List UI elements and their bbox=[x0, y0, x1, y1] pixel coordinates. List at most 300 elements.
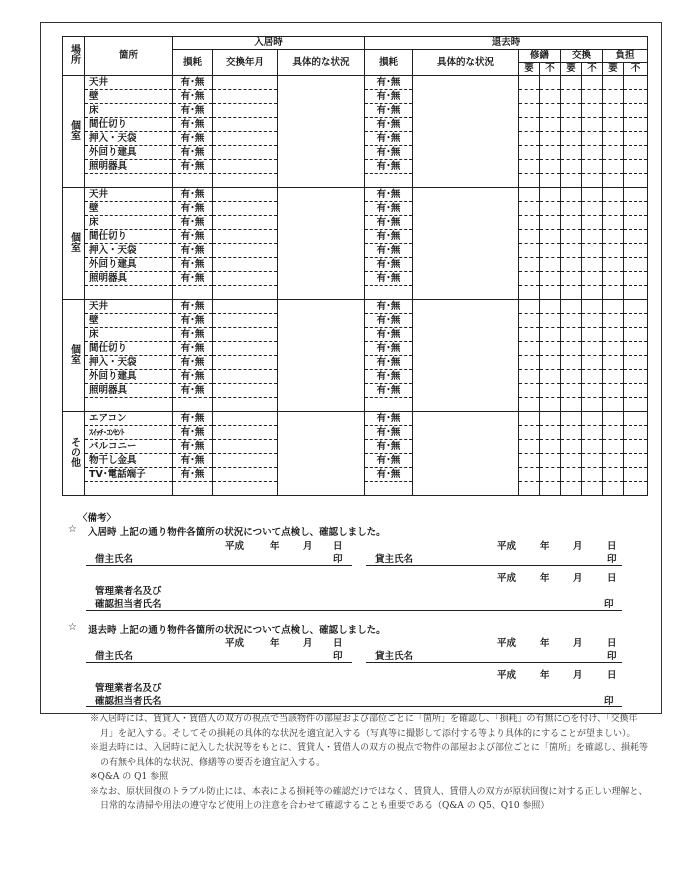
repair-no-box[interactable] bbox=[540, 104, 561, 118]
replace-no-box[interactable] bbox=[582, 76, 603, 90]
repair-yes-box[interactable] bbox=[519, 440, 540, 454]
replace-no-box[interactable] bbox=[582, 300, 603, 314]
replace-date-field[interactable] bbox=[213, 90, 278, 104]
replace-no-box[interactable] bbox=[582, 272, 603, 286]
burden-no-box[interactable] bbox=[624, 188, 648, 202]
move-in-wear-choice[interactable]: 有･無 bbox=[173, 244, 213, 258]
replace-date-field[interactable] bbox=[213, 146, 278, 160]
replace-date-field[interactable] bbox=[213, 300, 278, 314]
move-out-wear-choice[interactable]: 有･無 bbox=[365, 314, 413, 328]
replace-date-field[interactable] bbox=[213, 342, 278, 356]
item-name: 外回り建具 bbox=[85, 258, 173, 272]
move-out-wear-choice[interactable]: 有･無 bbox=[365, 118, 413, 132]
burden-no-box[interactable] bbox=[624, 174, 648, 188]
burden-yes-box[interactable] bbox=[603, 272, 624, 286]
replace-no-box[interactable] bbox=[582, 314, 603, 328]
burden-yes-box[interactable] bbox=[603, 202, 624, 216]
burden-no-box[interactable] bbox=[624, 160, 648, 174]
burden-no-box[interactable] bbox=[624, 216, 648, 230]
repair-yes-box[interactable] bbox=[519, 160, 540, 174]
replace-yes-box[interactable] bbox=[561, 132, 582, 146]
replace-yes-box[interactable] bbox=[561, 188, 582, 202]
move-in-wear-choice[interactable]: 有･無 bbox=[173, 342, 213, 356]
repair-no-box[interactable] bbox=[540, 216, 561, 230]
move-in-wear-choice[interactable]: 有･無 bbox=[173, 328, 213, 342]
replace-yes-box[interactable] bbox=[561, 398, 582, 412]
move-in-wear-choice[interactable]: 有･無 bbox=[173, 90, 213, 104]
replace-date-field[interactable] bbox=[213, 314, 278, 328]
burden-no-box[interactable] bbox=[624, 314, 648, 328]
burden-no-box[interactable] bbox=[624, 272, 648, 286]
item-name: 押入・天袋 bbox=[85, 356, 173, 370]
burden-no-box[interactable] bbox=[624, 454, 648, 468]
header-replace-yes: 要 bbox=[561, 63, 582, 76]
replace-no-box[interactable] bbox=[582, 118, 603, 132]
replace-no-box[interactable] bbox=[582, 216, 603, 230]
replace-date-field[interactable] bbox=[213, 398, 278, 412]
replace-yes-box[interactable] bbox=[561, 328, 582, 342]
move-out-wear-choice[interactable]: 有･無 bbox=[365, 160, 413, 174]
item-name: 間仕切り bbox=[85, 230, 173, 244]
repair-no-box[interactable] bbox=[540, 132, 561, 146]
burden-yes-box[interactable] bbox=[603, 342, 624, 356]
replace-yes-box[interactable] bbox=[561, 314, 582, 328]
repair-no-box[interactable] bbox=[540, 384, 561, 398]
burden-no-box[interactable] bbox=[624, 356, 648, 370]
repair-yes-box[interactable] bbox=[519, 384, 540, 398]
replace-date-field[interactable] bbox=[213, 426, 278, 440]
replace-no-box[interactable] bbox=[582, 160, 603, 174]
repair-no-box[interactable] bbox=[540, 258, 561, 272]
burden-yes-box[interactable] bbox=[603, 398, 624, 412]
replace-yes-box[interactable] bbox=[561, 300, 582, 314]
burden-yes-box[interactable] bbox=[603, 426, 624, 440]
repair-yes-box[interactable] bbox=[519, 426, 540, 440]
burden-yes-box[interactable] bbox=[603, 440, 624, 454]
move-in-wear-choice[interactable]: 有･無 bbox=[173, 370, 213, 384]
move-out-wear-choice[interactable]: 有･無 bbox=[365, 328, 413, 342]
replace-yes-box[interactable] bbox=[561, 426, 582, 440]
replace-date-field[interactable] bbox=[213, 356, 278, 370]
burden-yes-box[interactable] bbox=[603, 146, 624, 160]
repair-yes-box[interactable] bbox=[519, 468, 540, 482]
replace-no-box[interactable] bbox=[582, 370, 603, 384]
replace-yes-box[interactable] bbox=[561, 258, 582, 272]
burden-yes-box[interactable] bbox=[603, 300, 624, 314]
repair-no-box[interactable] bbox=[540, 188, 561, 202]
burden-no-box[interactable] bbox=[624, 426, 648, 440]
move-in-wear-choice[interactable]: 有･無 bbox=[173, 230, 213, 244]
move-out-wear-choice[interactable]: 有･無 bbox=[365, 370, 413, 384]
move-out-wear-choice[interactable]: 有･無 bbox=[365, 342, 413, 356]
repair-no-box[interactable] bbox=[540, 454, 561, 468]
replace-yes-box[interactable] bbox=[561, 90, 582, 104]
replace-date-field[interactable] bbox=[213, 202, 278, 216]
burden-no-box[interactable] bbox=[624, 440, 648, 454]
header-repair-no: 不 bbox=[540, 63, 561, 76]
item-name: 天井 bbox=[85, 76, 173, 90]
repair-yes-box[interactable] bbox=[519, 76, 540, 90]
move-out-tenant-year: 年 bbox=[270, 638, 280, 649]
replace-yes-box[interactable] bbox=[561, 468, 582, 482]
replace-no-box[interactable] bbox=[582, 454, 603, 468]
burden-yes-box[interactable] bbox=[603, 216, 624, 230]
replace-date-field[interactable] bbox=[213, 286, 278, 300]
move-out-wear-choice[interactable]: 有･無 bbox=[365, 244, 413, 258]
repair-yes-box[interactable] bbox=[519, 314, 540, 328]
repair-yes-box[interactable] bbox=[519, 356, 540, 370]
move-out-wear-choice[interactable]: 有･無 bbox=[365, 258, 413, 272]
burden-no-box[interactable] bbox=[624, 482, 648, 496]
replace-yes-box[interactable] bbox=[561, 216, 582, 230]
move-in-wear-choice[interactable]: 有･無 bbox=[173, 468, 213, 482]
repair-yes-box[interactable] bbox=[519, 328, 540, 342]
burden-no-box[interactable] bbox=[624, 76, 648, 90]
repair-no-box[interactable] bbox=[540, 90, 561, 104]
repair-yes-box[interactable] bbox=[519, 286, 540, 300]
replace-no-box[interactable] bbox=[582, 174, 603, 188]
repair-no-box[interactable] bbox=[540, 314, 561, 328]
move-out-tenant-seal: 印 bbox=[333, 651, 343, 662]
replace-yes-box[interactable] bbox=[561, 104, 582, 118]
replace-date-field[interactable] bbox=[213, 188, 278, 202]
burden-yes-box[interactable] bbox=[603, 174, 624, 188]
move-out-wear-choice[interactable]: 有･無 bbox=[365, 202, 413, 216]
burden-yes-box[interactable] bbox=[603, 90, 624, 104]
move-in-wear-choice[interactable]: 有･無 bbox=[173, 104, 213, 118]
move-in-condition-field[interactable] bbox=[278, 76, 365, 188]
repair-no-box[interactable] bbox=[540, 328, 561, 342]
replace-no-box[interactable] bbox=[582, 440, 603, 454]
replace-yes-box[interactable] bbox=[561, 272, 582, 286]
repair-yes-box[interactable] bbox=[519, 216, 540, 230]
replace-yes-box[interactable] bbox=[561, 440, 582, 454]
burden-yes-box[interactable] bbox=[603, 118, 624, 132]
move-out-condition-field[interactable] bbox=[413, 300, 519, 412]
item-name: 照明器具 bbox=[85, 160, 173, 174]
burden-no-box[interactable] bbox=[624, 244, 648, 258]
burden-no-box[interactable] bbox=[624, 286, 648, 300]
replace-yes-box[interactable] bbox=[561, 202, 582, 216]
repair-no-box[interactable] bbox=[540, 174, 561, 188]
replace-date-field[interactable] bbox=[213, 230, 278, 244]
repair-no-box[interactable] bbox=[540, 370, 561, 384]
repair-no-box[interactable] bbox=[540, 342, 561, 356]
repair-no-box[interactable] bbox=[540, 146, 561, 160]
repair-no-box[interactable] bbox=[540, 202, 561, 216]
replace-yes-box[interactable] bbox=[561, 454, 582, 468]
replace-date-field[interactable] bbox=[213, 412, 278, 426]
move-in-wear-choice[interactable]: 有･無 bbox=[173, 258, 213, 272]
move-out-wear-choice[interactable]: 有･無 bbox=[365, 454, 413, 468]
replace-yes-box[interactable] bbox=[561, 342, 582, 356]
move-out-tenant-era: 平成 bbox=[225, 638, 245, 649]
replace-no-box[interactable] bbox=[582, 384, 603, 398]
burden-yes-box[interactable] bbox=[603, 482, 624, 496]
repair-no-box[interactable] bbox=[540, 412, 561, 426]
burden-no-box[interactable] bbox=[624, 132, 648, 146]
repair-no-box[interactable] bbox=[540, 160, 561, 174]
move-out-wear-choice[interactable]: 有･無 bbox=[365, 216, 413, 230]
replace-date-field[interactable] bbox=[213, 104, 278, 118]
move-out-wear-choice[interactable]: 有･無 bbox=[365, 468, 413, 482]
move-in-wear-choice[interactable]: 有･無 bbox=[173, 146, 213, 160]
move-in-wear-choice[interactable]: 有･無 bbox=[173, 454, 213, 468]
move-in-wear-choice[interactable]: 有･無 bbox=[173, 132, 213, 146]
move-in-condition-field[interactable] bbox=[278, 300, 365, 412]
burden-no-box[interactable] bbox=[624, 468, 648, 482]
move-out-wear-choice[interactable]: 有･無 bbox=[365, 230, 413, 244]
move-in-wear-choice[interactable]: 有･無 bbox=[173, 440, 213, 454]
repair-no-box[interactable] bbox=[540, 300, 561, 314]
repair-no-box[interactable] bbox=[540, 468, 561, 482]
replace-no-box[interactable] bbox=[582, 468, 603, 482]
move-in-condition-field[interactable] bbox=[278, 412, 365, 496]
replace-no-box[interactable] bbox=[582, 230, 603, 244]
repair-no-box[interactable] bbox=[540, 244, 561, 258]
repair-yes-box[interactable] bbox=[519, 258, 540, 272]
repair-yes-box[interactable] bbox=[519, 398, 540, 412]
replace-date-field[interactable] bbox=[213, 272, 278, 286]
replace-no-box[interactable] bbox=[582, 104, 603, 118]
move-out-wear-choice[interactable]: 有･無 bbox=[365, 146, 413, 160]
move-out-wear-choice[interactable]: 有･無 bbox=[365, 300, 413, 314]
burden-yes-box[interactable] bbox=[603, 328, 624, 342]
repair-yes-box[interactable] bbox=[519, 132, 540, 146]
move-out-wear-choice[interactable]: 有･無 bbox=[365, 104, 413, 118]
repair-no-box[interactable] bbox=[540, 356, 561, 370]
burden-no-box[interactable] bbox=[624, 328, 648, 342]
repair-yes-box[interactable] bbox=[519, 454, 540, 468]
repair-yes-box[interactable] bbox=[519, 146, 540, 160]
replace-yes-box[interactable] bbox=[561, 160, 582, 174]
move-in-wear-choice[interactable]: 有･無 bbox=[173, 216, 213, 230]
burden-yes-box[interactable] bbox=[603, 286, 624, 300]
move-in-wear-choice[interactable]: 有･無 bbox=[173, 356, 213, 370]
replace-date-field[interactable] bbox=[213, 160, 278, 174]
replace-date-field[interactable] bbox=[213, 440, 278, 454]
move-out-wear-choice[interactable]: 有･無 bbox=[365, 90, 413, 104]
repair-yes-box[interactable] bbox=[519, 244, 540, 258]
replace-yes-box[interactable] bbox=[561, 146, 582, 160]
move-out-manager-seal: 印 bbox=[604, 696, 614, 707]
replace-date-field[interactable] bbox=[213, 328, 278, 342]
burden-no-box[interactable] bbox=[624, 146, 648, 160]
replace-no-box[interactable] bbox=[582, 90, 603, 104]
move-out-wear-choice[interactable]: 有･無 bbox=[365, 356, 413, 370]
burden-no-box[interactable] bbox=[624, 412, 648, 426]
move-out-wear-choice[interactable]: 有･無 bbox=[365, 440, 413, 454]
header-move-in: 入居時 bbox=[173, 37, 365, 50]
replace-date-field[interactable] bbox=[213, 174, 278, 188]
repair-yes-box[interactable] bbox=[519, 104, 540, 118]
move-in-landlord-day: 日 bbox=[607, 541, 617, 552]
burden-yes-box[interactable] bbox=[603, 384, 624, 398]
repair-no-box[interactable] bbox=[540, 230, 561, 244]
repair-yes-box[interactable] bbox=[519, 272, 540, 286]
repair-no-box[interactable] bbox=[540, 286, 561, 300]
move-in-wear-choice[interactable]: 有･無 bbox=[173, 118, 213, 132]
move-in-wear-choice[interactable]: 有･無 bbox=[173, 160, 213, 174]
replace-no-box[interactable] bbox=[582, 286, 603, 300]
move-in-landlord-signature-line[interactable] bbox=[366, 565, 622, 566]
burden-yes-box[interactable] bbox=[603, 370, 624, 384]
move-out-wear-choice[interactable]: 有･無 bbox=[365, 426, 413, 440]
replace-yes-box[interactable] bbox=[561, 244, 582, 258]
replace-date-field[interactable] bbox=[213, 384, 278, 398]
repair-yes-box[interactable] bbox=[519, 202, 540, 216]
move-out-condition-field[interactable] bbox=[413, 188, 519, 300]
replace-no-box[interactable] bbox=[582, 482, 603, 496]
move-out-wear-choice[interactable]: 有･無 bbox=[365, 188, 413, 202]
burden-no-box[interactable] bbox=[624, 398, 648, 412]
replace-date-field[interactable] bbox=[213, 468, 278, 482]
repair-no-box[interactable] bbox=[540, 426, 561, 440]
footnotes bbox=[90, 712, 650, 814]
item-name: 間仕切り bbox=[85, 118, 173, 132]
replace-yes-box[interactable] bbox=[561, 356, 582, 370]
burden-yes-box[interactable] bbox=[603, 356, 624, 370]
replace-no-box[interactable] bbox=[582, 398, 603, 412]
item-name: バルコニー bbox=[85, 440, 173, 454]
burden-yes-box[interactable] bbox=[603, 454, 624, 468]
replace-date-field[interactable] bbox=[213, 76, 278, 90]
repair-yes-box[interactable] bbox=[519, 174, 540, 188]
burden-no-box[interactable] bbox=[624, 90, 648, 104]
burden-no-box[interactable] bbox=[624, 230, 648, 244]
move-out-condition-field[interactable] bbox=[413, 76, 519, 188]
repair-no-box[interactable] bbox=[540, 398, 561, 412]
move-in-tenant-seal: 印 bbox=[333, 554, 343, 565]
replace-no-box[interactable] bbox=[582, 202, 603, 216]
replace-date-field[interactable] bbox=[213, 482, 278, 496]
replace-yes-box[interactable] bbox=[561, 174, 582, 188]
burden-yes-box[interactable] bbox=[603, 76, 624, 90]
move-in-tenant-signature-line[interactable] bbox=[86, 565, 352, 566]
burden-no-box[interactable] bbox=[624, 104, 648, 118]
move-out-wear-choice[interactable]: 有･無 bbox=[365, 384, 413, 398]
burden-no-box[interactable] bbox=[624, 342, 648, 356]
burden-no-box[interactable] bbox=[624, 202, 648, 216]
item-name: 外回り建具 bbox=[85, 146, 173, 160]
repair-yes-box[interactable] bbox=[519, 300, 540, 314]
move-in-wear-choice[interactable]: 有･無 bbox=[173, 272, 213, 286]
repair-yes-box[interactable] bbox=[519, 412, 540, 426]
repair-yes-box[interactable] bbox=[519, 90, 540, 104]
replace-no-box[interactable] bbox=[582, 328, 603, 342]
replace-no-box[interactable] bbox=[582, 412, 603, 426]
replace-yes-box[interactable] bbox=[561, 482, 582, 496]
replace-date-field[interactable] bbox=[213, 370, 278, 384]
move-in-wear-choice[interactable]: 有･無 bbox=[173, 412, 213, 426]
replace-yes-box[interactable] bbox=[561, 230, 582, 244]
repair-no-box[interactable] bbox=[540, 118, 561, 132]
replace-date-field[interactable] bbox=[213, 118, 278, 132]
replace-yes-box[interactable] bbox=[561, 370, 582, 384]
replace-no-box[interactable] bbox=[582, 258, 603, 272]
replace-date-field[interactable] bbox=[213, 454, 278, 468]
move-out-landlord-year: 年 bbox=[540, 638, 550, 649]
repair-yes-box[interactable] bbox=[519, 230, 540, 244]
replace-yes-box[interactable] bbox=[561, 118, 582, 132]
move-out-tenant-signature-line[interactable] bbox=[86, 662, 352, 663]
header-item: 箇所 bbox=[85, 37, 173, 76]
repair-no-box[interactable] bbox=[540, 482, 561, 496]
replace-no-box[interactable] bbox=[582, 342, 603, 356]
burden-no-box[interactable] bbox=[624, 258, 648, 272]
move-in-wear-choice[interactable]: 有･無 bbox=[173, 300, 213, 314]
replace-no-box[interactable] bbox=[582, 356, 603, 370]
move-in-landlord-era: 平成 bbox=[497, 541, 517, 552]
burden-yes-box[interactable] bbox=[603, 132, 624, 146]
move-out-landlord-signature-line[interactable] bbox=[366, 662, 622, 663]
section-label: 個室 bbox=[68, 343, 80, 364]
move-out-wear-choice[interactable]: 有･無 bbox=[365, 132, 413, 146]
repair-no-box[interactable] bbox=[540, 76, 561, 90]
move-out-wear-choice[interactable]: 有･無 bbox=[365, 412, 413, 426]
move-out-condition-field[interactable] bbox=[413, 412, 519, 496]
move-in-wear-choice[interactable]: 有･無 bbox=[173, 384, 213, 398]
burden-yes-box[interactable] bbox=[603, 314, 624, 328]
replace-date-field[interactable] bbox=[213, 132, 278, 146]
move-out-wear-choice[interactable]: 有･無 bbox=[365, 272, 413, 286]
burden-no-box[interactable] bbox=[624, 384, 648, 398]
burden-yes-box[interactable] bbox=[603, 160, 624, 174]
move-in-wear-choice[interactable]: 有･無 bbox=[173, 188, 213, 202]
move-in-condition-field[interactable] bbox=[278, 188, 365, 300]
move-in-manager-signature-line[interactable] bbox=[86, 610, 622, 611]
burden-no-box[interactable] bbox=[624, 118, 648, 132]
move-out-manager-signature-line[interactable] bbox=[86, 706, 622, 707]
move-in-wear-choice[interactable]: 有･無 bbox=[173, 426, 213, 440]
move-out-wear-choice[interactable]: 有･無 bbox=[365, 76, 413, 90]
replace-no-box[interactable] bbox=[582, 146, 603, 160]
replace-date-field[interactable] bbox=[213, 216, 278, 230]
replace-yes-box[interactable] bbox=[561, 384, 582, 398]
burden-yes-box[interactable] bbox=[603, 104, 624, 118]
burden-yes-box[interactable] bbox=[603, 244, 624, 258]
repair-no-box[interactable] bbox=[540, 440, 561, 454]
repair-yes-box[interactable] bbox=[519, 118, 540, 132]
repair-yes-box[interactable] bbox=[519, 482, 540, 496]
repair-yes-box[interactable] bbox=[519, 342, 540, 356]
repair-no-box[interactable] bbox=[540, 272, 561, 286]
replace-yes-box[interactable] bbox=[561, 286, 582, 300]
replace-no-box[interactable] bbox=[582, 188, 603, 202]
burden-yes-box[interactable] bbox=[603, 412, 624, 426]
burden-no-box[interactable] bbox=[624, 370, 648, 384]
burden-no-box[interactable] bbox=[624, 300, 648, 314]
move-in-wear-choice[interactable]: 有･無 bbox=[173, 76, 213, 90]
replace-date-field[interactable] bbox=[213, 244, 278, 258]
repair-yes-box[interactable] bbox=[519, 370, 540, 384]
repair-yes-box[interactable] bbox=[519, 188, 540, 202]
replace-yes-box[interactable] bbox=[561, 76, 582, 90]
move-in-wear-choice[interactable]: 有･無 bbox=[173, 314, 213, 328]
burden-yes-box[interactable] bbox=[603, 188, 624, 202]
header-replace-date: 交換年月 bbox=[213, 50, 278, 76]
burden-yes-box[interactable] bbox=[603, 230, 624, 244]
replace-no-box[interactable] bbox=[582, 244, 603, 258]
move-in-wear-choice[interactable]: 有･無 bbox=[173, 202, 213, 216]
replace-no-box[interactable] bbox=[582, 426, 603, 440]
replace-date-field[interactable] bbox=[213, 258, 278, 272]
move-in-manager-label-1: 管理業者名及び bbox=[95, 586, 162, 597]
burden-yes-box[interactable] bbox=[603, 468, 624, 482]
replace-no-box[interactable] bbox=[582, 132, 603, 146]
replace-yes-box[interactable] bbox=[561, 412, 582, 426]
burden-yes-box[interactable] bbox=[603, 258, 624, 272]
